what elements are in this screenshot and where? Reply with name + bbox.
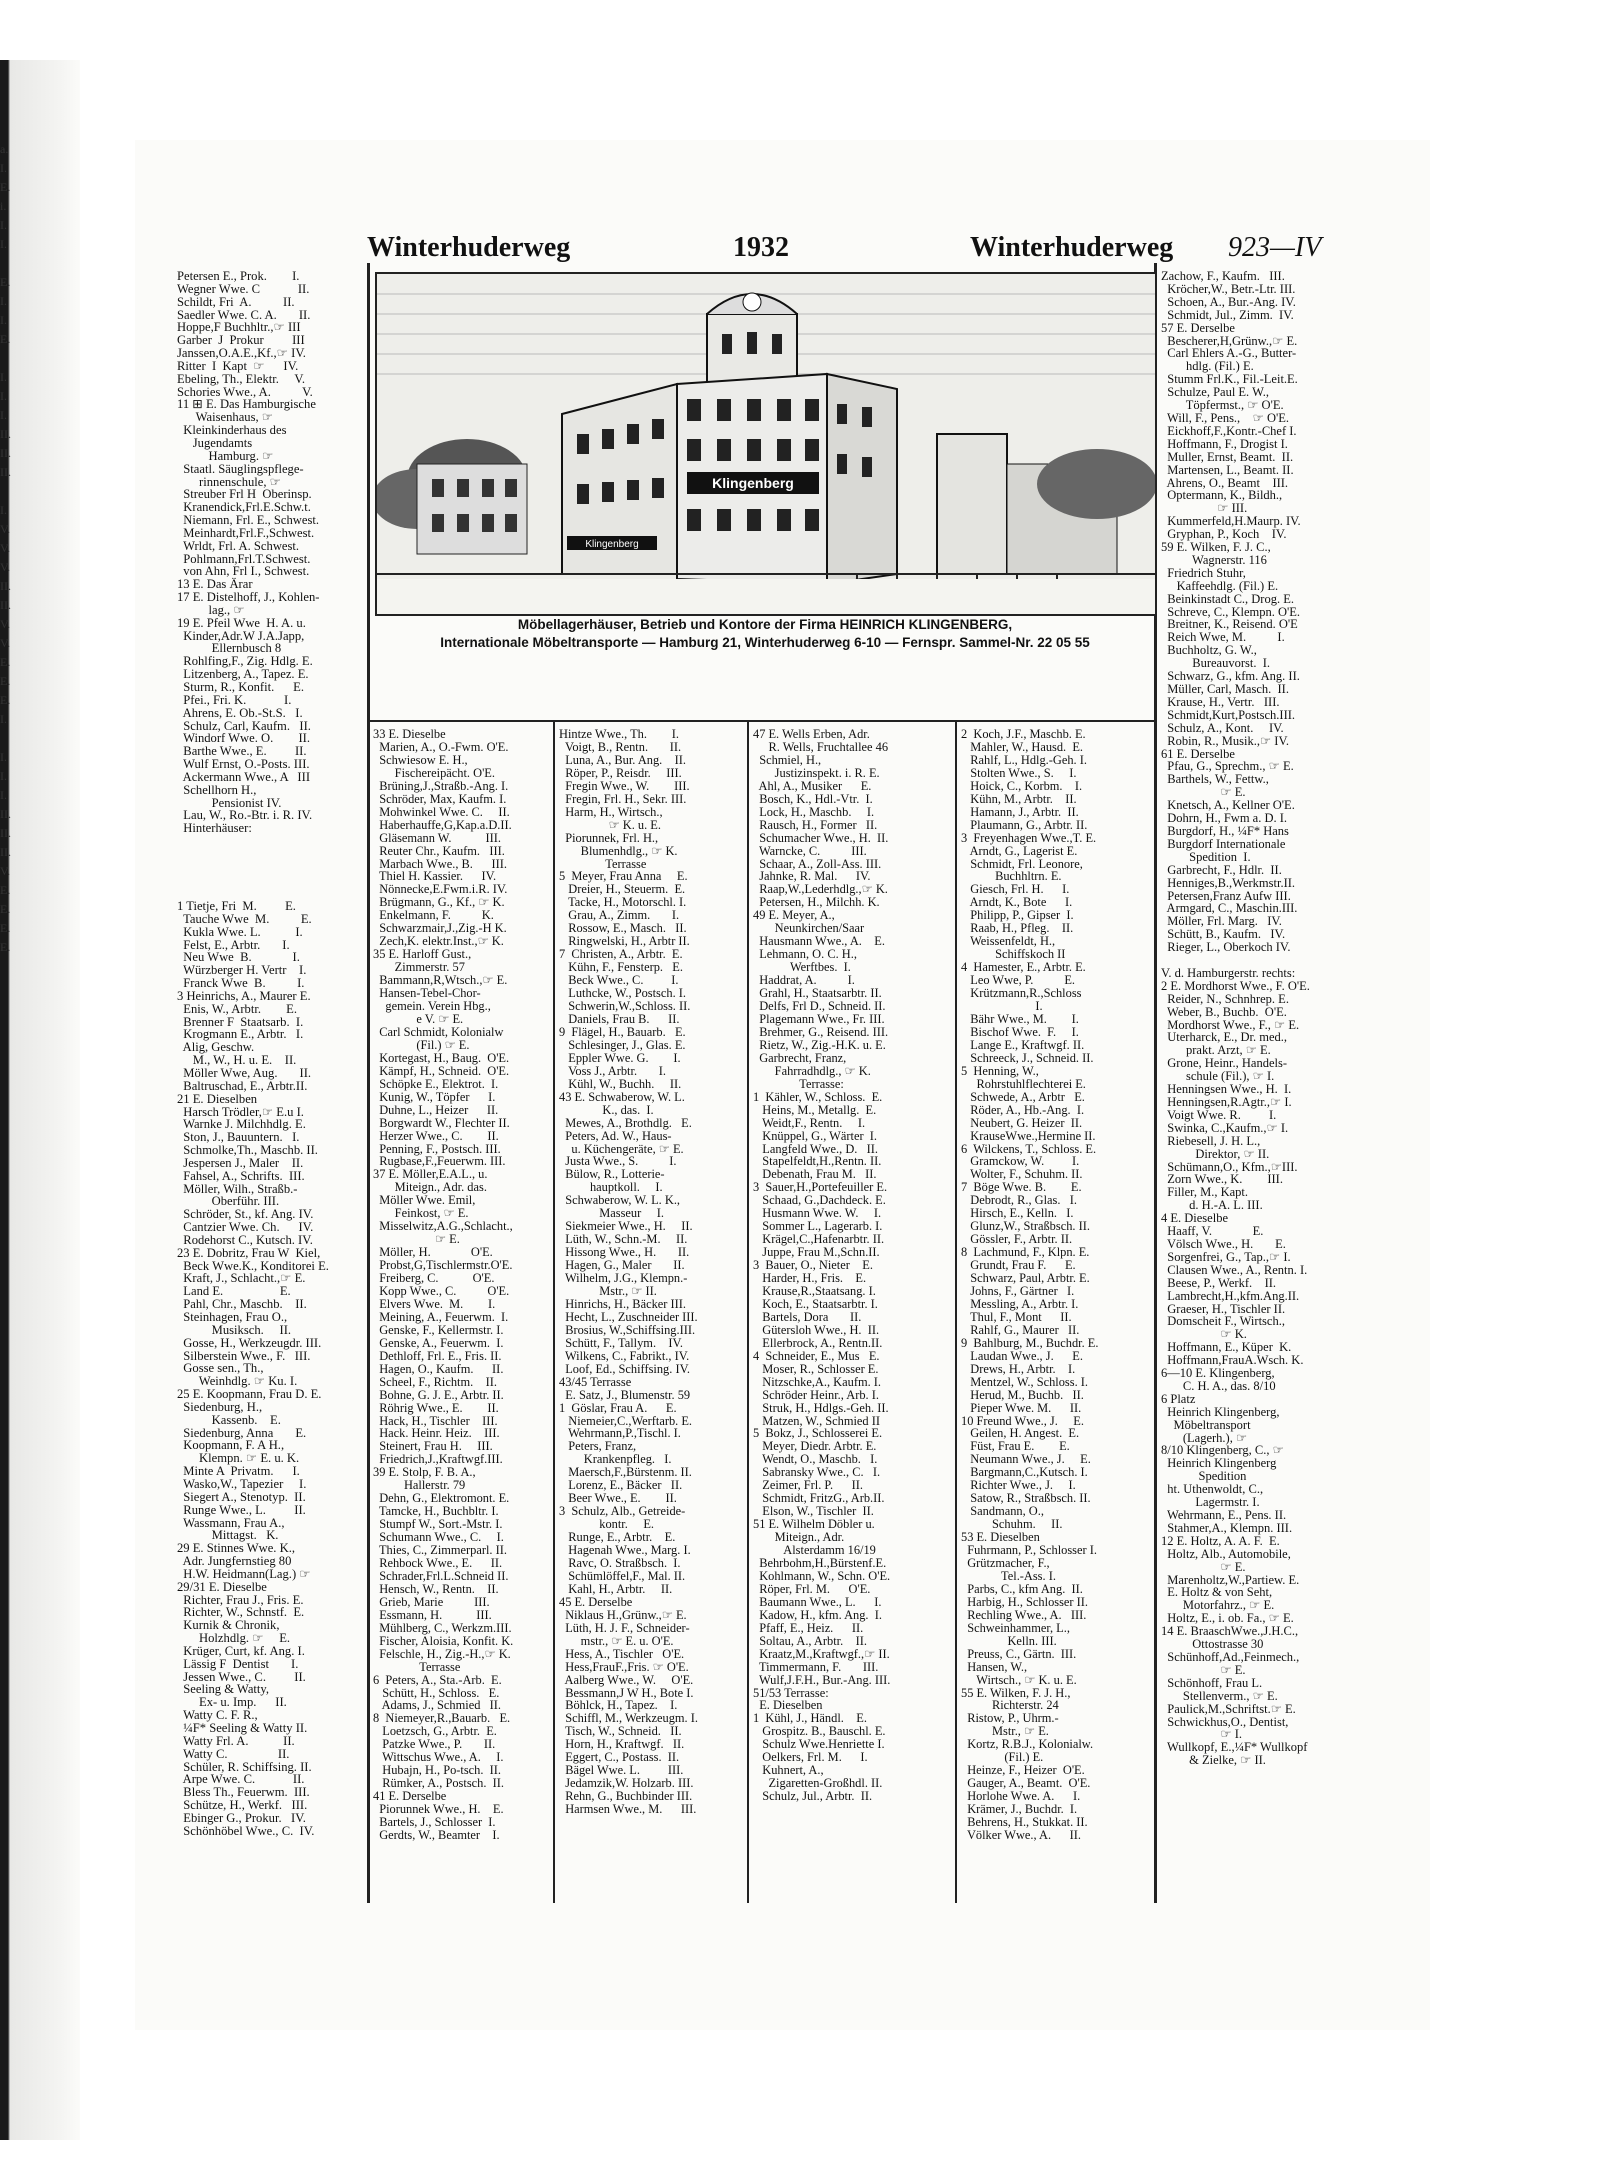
year-label: 1932 [733,232,789,263]
listing-column-3: Hintze Wwe., Th. I. Voigt, B., Rentn. II. Luna, A., Bur. Ang. II. Röper, P., Reisdr. III. Fregin Wwe., W. III. Fregin, Frl. H., Sekr. III. Harm, H., Wirtsch., ☞ K. u. E. Piorunnek, Frl. H., Blumenhdlg., ☞ K. Terrasse 5 Meyer, Frau Anna E. Dreier, H., Steuerm. E. Tacke, H., Motorschl. I. Grau, A., Zimm. I. Rossow, E., Masch. II. Ringwelski, H., Arbtr II. 7 Christen, A., Arbtr. E. Kühn, F., Fensterp. E. Beck Wwe., C. I. Luthcke, W., Postsch. I. Schwerin,W.,Schloss. II. Daniels, Frau B. II. 9 Flägel, H., Bauarb. E. Schlesinger, J., Glas. E. Eppler Wwe. G. I. Voss J., Arbtr. I. Kühl, W., Buchh. II. 43 E. Schwaberow, W. L. K., das. I. Mewes, A., Brothdlg. E. Peters, Ad. W., Haus- u. Küchengeräte, ☞ E. Justa Wwe., S. I. Bülow, R., Lotterie- hauptkoll. I. Schwaberow, W. L. K., Masseur I. Siekmeier Wwe., H. II. Lüth, W., Schn.-M. II. Hissong Wwe., H. II. Hagen, G., Maler II. Wilhelm, J.G., Klempn.- Mstr., ☞ II. Hinrichs, H., Bäcker III. Hecht, L., Zuschneider III. Brosius, W.,Schiffsing.III. Schütt, F., Tallym. IV. Wilkens, C., Fabrikt., IV. Loof, Ed., Schiffsing. IV. 43/45 Terrasse E. Satz, J., Blumenstr. 59 1 Göslar, Frau A. E. Niemeier,C.,Werftarb. E. Wehrmann,P.,Tischl. I. Peters, Franz, Krankenpfleg. I. Maersch,F.,Bürstenm. II. Lorenz, E., Bäcker II. Beer Wwe., E. II. 3 Schulz, Alb., Getreide- kontr. E. Runge, E., Arbtr. E. Hagenah Wwe., Marg. I. Ravc, O. Straßbsch. I. Schümlöffel,F., Mal. II. Kahl, H., Arbtr. II. 45 E. Derselbe Niklaus H.,Grünw.,☞ E. Lüth, H. J. F., Schneider- mstr., ☞ E. u. O'E. Hess, A., Tischler O'E. Hess,FrauF.,Fris. ☞ O'E. Aalberg Wwe., W. O'E. Bessmann,J W H., Bote I. Böhlck, H., Tapez. I. Schiffl, M., Werkzeugm. I. Tisch, W., Schneid. II. Horn, H., Kraftwgf. II. Eggert, C., Postass. II. Bägel Wwe. L. III. Jedamzik,W. Holzarb. III. Rehn, G., Buchbinder III. Harmsen Wwe., M. III. [559,728,698,1817]
row-rule [370,720,1154,722]
column-rule [553,722,555,1903]
column-rule [747,722,749,1903]
listing-column-2: 33 E. Dieselbe Marien, A., O.-Fwm. O'E. Schwiesow E. H., Fischereipächt. O'E. Brüning,J.,Straßb.-Ang. I. Schröder, Max, Kaufm. I. Mohwinkel Wwe. C. II. Haberhauffe,G,Kap.a.D.II. Gläsemann W. III. Reuter Chr., Kaufm. III. Marbach Wwe., B. III. Thiel H. Kassier. IV. Nönnecke,E.Fwm.i.R. IV. Brügmann, G., Kf., ☞ K. Enkelmann, F. K. Schwarzmair,J.,Zig.-H K. Zech,K. elektr.Inst.,☞ K. 35 E. Harloff Gust., Zimmerstr. 57 Bammann,R,Wtsch.,☞ E. Hansen-Tebel-Chor- gemein. Verein Hbg., e V. ☞ E. Carl Schmidt, Kolonialw (Fil.) ☞ E. Kortegast, H., Baug. O'E. Kämpf, H., Schneid. O'E. Schöpke E., Elektrot. I. Kunig, W., Töpfer I. Duhne, L., Heizer II. Borgwardt W., Flechter II. Herzer Wwe., C. II. Penning, F., Postsch. III. Rugbase,F.,Feuerwm. III. 37 E. Möller,E.A.L., u. Miteign., Adr. das. Möller Wwe. Emil, Feinkost, ☞ E. Misselwitz,A.G.,Schlacht., ☞ E. Möller, H. O'E. Probst,G,Tischlermstr.O'E. Freiberg, C. O'E. Kopp Wwe., C. O'E. Elvers Wwe. M. I. Meining, A., Feuerwm. I. Genske, F., Kellermstr. I. Genske, A., Feuerwm. I. Dethloff, Frl. E., Fris. II. Hagen, O., Kaufm. II. Scheel, F., Richtm. II. Bohne, G. J. E., Arbtr. II. Röhrig Wwe., E. II. Hack, H., Tischler III. Hack. Heinr. Heiz. III. Steinert, Frau H. III. Friedrich,J.,Kraftwgf.III. 39 E. Stolp, F. B. A., Hallerstr. 79 Dehn, G., Elektromont. E. Tamcke, H., Buchbltr. I. Stumpf W., Sort.-Mstr. I. Schumann Wwe., C. I. Thies, C., Zimmerparl. II. Rehbock Wwe., E. II. Schrader,Frl.L.Schneid II. Hensch, W., Rentn. II. Grieb, Marie III. Essmann, H. III. Mühlberg, C., Werkzm.III. Fischer, Aloisia, Konfit. K. Felschle, H., Zig.-H.,☞ K. Terrasse 6 Peters, A., Sta.-Arb. E. Schütt, H., Schloss. E. Adams, J., Schmied II. 8 Niemeyer,R.,Bauarb. E. Loetzsch, G., Arbtr. E. Patzke Wwe., P. II. Wittschus Wwe., A. I. Hubajn, H., Po-tsch. II. Rümker, A., Postsch. II. 41 E. Derselbe Piorunnek Wwe., H. E. Bartels, J., Schlosser I. Gerdts, W., Beamter I. [373,728,514,1843]
caption-line-2: Internationale Möbeltransporte — Hamburg 21, Winterhuderweg 6-10 — Fernspr. Sammel-Nr. 22 05 55 [440,635,1090,650]
building-side-sign: Klingenberg [585,539,639,550]
listing-column-4: 47 E. Wells Erben, Adr. R. Wells, Fruchtallee 46 Schmiel, H., Justizinspekt. i. R. E. Ahl, A., Musiker E. Bosch, K., Hdl.-Vtr. I. Lock, H., Maschb. I. Rausch, H., Former II. Schumacher Wwe., H. II. Warncke, C. III. Schaar, A., Zoll-Ass. III. Jahnke, R. Mal. IV. Raap,W.,Lederhdlg.,☞ K. Petersen, H., Milchh. K. 49 E. Meyer, A., Neunkirchen/Saar Hausmann Wwe., A. E. Lehmann, O. C. H., Werftbes. I. Haddrat, A. I. Grahl, H., Staatsarbtr. II. Delfs, Frl D., Schneid. II. Plagemann Wwe., Fr. III. Brehmer, G., Reisend. III. Rietz, W., Zig.-H.K. u. E. Garbrecht, Franz, Fahrradhdlg., ☞ K. Terrasse: 1 Kähler, W., Schloss. E. Heins, M., Metallg. E. Weidt,F., Rentn. I. Knüppel, G., Wärter I. Langfeld Wwe., D. II. Stapelfeldt,H.,Rentn. II. Debenath, Frau M. II. 3 Sauer,H.,Portefeuiller E. Schaad, G.,Dachdeck. E. Husmann Wwe. W. I. Sommer L., Lagerarb. I. Krägel,C.,Hafenarbtr. II. Juppe, Frau M.,Schn.II. 3 Bauer, O., Nieter E. Harder, H., Fris. E. Krause,R.,Staatsang. I. Koch, E., Staatsarbtr. I. Bartels, Dora II. Gütersloh Wwe., H. II. Ellerbrock, A., Rentn.II. 4 Schneider, E., Mus E. Moser, R., Schlosser E. Nitzschke,A., Kaufm. I. Schröder Heinr., Arb. I. Struk, H., Hdlgs.-Geh. II. Matzen, W., Schmied II 5 Bokz, J., Schlosserei E. Meyer, Diedr. Arbtr. E. Wendt, O., Maschb. I. Sabransky Wwe., C. I. Zeimer, Frl. P. II. Schmidt, FritzG., Arb.II. Elson, W., Tischler II. 51 E. Wilhelm Döbler u. Miteign., Adr. Alsterdamm 16/19 Behrbohm,H.,Bürstenf.E. Kohlmann, W., Schn. O'E. Röper, Frl. M. O'E. Baumann Wwe., L. I. Kadow, H., kfm. Ang. I. Pfaff, E., Heiz. II. Soltau, A., Arbtr. II. Kraatz,M.,Kraftwgf.,☞ II. Timmermann, F. III. Wulf,J.F.H., Bur.-Ang. III. 51/53 Terrasse: E. Dieselben 1 Kühl, J., Händl. E. Grospitz. B., Bauschl. E. Schulz Wwe.Henriette I. Oelkers, Frl. M. I. Kuhnert, A., Zigaretten-Großhdl. II. Schulz, Jul., Arbtr. II. [753,728,891,1804]
klingenberg-building-illustration [375,272,1157,616]
illustration-caption [375,616,1155,652]
listing-column-6: Zachow, F., Kaufm. III. Kröcher,W., Betr.-Ltr. III. Schoen, A., Bur.-Ang. IV. Schmidt, Jul., Zimm. IV. 57 E. Derselbe Bescherer,H,Grünw.,☞ E. Carl Ehlers A.-G., Butter- hdlg. (Fil.) E. Stumm Frl.K., Fil.-Leit.E. Schulze, Paul E. W., Töpfermst., ☞ O'E. Will, F., Pens., ☞ O'E. Eickhoff,F.,Kontr.-Chef I. Hoffmann, F., Drogist I. Muller, Ernst, Beamt. II. Martensen, L., Beamt. II. Ahrens, O., Beamt III. Optermann, K., Bildh., ☞ III. Kummerfeld,H.Maurp. IV. Gryphan, P., Koch IV. 59 E. Wilken, F. J. C., Wagnerstr. 116 Friedrich Stuhr, Kaffeehdlg. (Fil.) E. Beinkinstadt C., Drog. E. Schreve, C., Klempn. O'E. Breitner, K., Reisend. O'E Reich Wwe, M. I. Buchholtz, G. W., Bureauvorst. I. Schwarz, G., kfm. Ang. II. Müller, Carl, Masch. II. Krause, H., Vertr. III. Schmidt,Kurt,Postsch.III. Schulz, A., Kont. IV. Robin, R., Musik.,☞ IV. 61 E. Derselbe Pfau, G., Sprechm., ☞ E. Barthels, W., Fettw., ☞ E. Knetsch, A., Kellner O'E. Dohrn, H., Fwm a. D. I. Burgdorf, H., ¼F* Hans Burgdorf Internationale Spedition I. Garbrecht, F., Hdlr. II. Henniges,B.,Werkmstr.II. Petersen,Franz Aufw III. Armgard, C., Maschin.III. Möller, Frl. Marg. IV. Schütt, B., Kaufm. IV. Rieger, L., Oberkoch IV. V. d. Hamburgerstr. rechts: 2 E. Mordhorst Wwe., F. O'E. Reider, N., Schnhrep. E. Weber, B., Buchb. O'E. Mordhorst Wwe., F., ☞ E. Uterharck, E., Dr. med., prakt. Arzt, ☞ E. Grone, Heinr., Handels- schule (Fil.), ☞ I. Henningsen Wwe., H. I. Henningsen,R.Agtr.,☞ I. Voigt Wwe. R. I. Swinka, C.,Kaufm.,☞ I. Riebesell, J. H. L., Direktor, ☞ II. Schümann,O., Kfm.,☞III. Zorn Wwe., K. III. Filler, M., Kapt. d. H.-A. L. III. 4 E. Dieselbe Haaff, V. E. Völsch Wwe., H. E. Sorgenfrei, G., Tap.,☞ I. Clausen Wwe., A., Rentn. I. Beese, P., Werkf. II. Lambrecht,H.,kfm.Ang.II. Graeser, H., Tischler II. Domscheit F., Wirtsch., ☞ K. Hoffmann, E., Küper K. Hoffmann,FrauA.Wsch. K. 6—10 E. Klingenberg, C. H. A., das. 8/10 6 Platz Heinrich Klingenberg, Möbeltransport (Lagerh.), ☞ 8/10 Klingenberg, C., ☞ Heinrich Klingenberg Spedition ht. Uthenwoldt, C., Lagermstr. I. Wehrmann, E., Pens. II. Stahmer,A., Klempn. III. 12 E. Holtz, A. A. F. E. Holtz, Alb., Automobile, ☞ E. Marenholtz,W.,Partiew. E. E. Holtz & von Seht, Motorfahrz., ☞ E. Holtz, E., i. ob. Fa., ☞ E. 14 E. BraaschWwe.,J.H.C., Ottostrasse 30 Schünhoff,Ad.,Feinmech., ☞ E. Schönhoff, Frau L. Stellenverm., ☞ E. Paulick,M.,Schriftst.☞ E. Schwickhus,O., Dentist, ☞ I. Wullkopf, E.,¼F* Wullkopf & Zielke, ☞ II. [1161,270,1310,1768]
column-rule [955,722,957,1903]
page-number: 923—IV [1228,232,1322,263]
building-drawing [377,274,1155,614]
column-rule [367,263,370,1903]
page-header [135,232,1430,268]
listing-column-1-top: Petersen E., Prok. I. Wegner Wwe. C II. Schildt, Fri A. II. Saedler Wwe. C. A. II. Hoppe,F Buchhltr.,☞ III Garber J Prokur III Janssen,O.A.E.,Kf.,☞ IV. Ritter I Kapt ☞ IV. Ebeling, Th., Elektr. V. Schories Wwe., A. V. 11 ⊞ E. Das Hamburgische Waisenhaus, ☞ Kleinkinderhaus des Jugendamts Hamburg. ☞ Staatl. Säuglingspflege- rinnenschule, ☞ Streuber Frl H Oberinsp. Kranendick,Frl.E.Schw.t. Niemann, Frl. E., Schwest. Meinhardt,Frl.F.,Schwest. Wrldt, Frl. A. Schwest. Pohlmann,Frl.T.Schwest. von Ahn, Frl I., Schwest. 13 E. Das Ärar 17 E. Distelhoff, J., Kohlen- lag., ☞ 19 E. Pfeil Wwe H. A. u. Kinder,Adr.W J.A.Japp, Ellernbusch 8 Rohlfing,F., Zig. Hdlg. E. Litzenberg, A., Tapez. E. Sturm, R., Konfit. E. Pfei., Fri. K. I. Ahrens, E. Ob.-St.S. I. Schulz, Carl, Kaufm. II. Windorf Wwe. O. II. Barthe Wwe., E. II. Wulf Ernst, O.-Posts. III. Ackermann Wwe., A III Schellhorn H., Pensionist IV. Lau, W., Ro.-Btr. i. R. IV. Hinterhäuser: [177,270,320,836]
listing-column-5: 2 Koch, J.F., Maschb. E. Mahler, W., Hausd. E. Rahlf, L., Hdlg.-Geh. I. Stolten Wwe., S. I. Hoick, C., Korbm. I. Kühn, M., Arbtr. II. Hamann, J., Arbtr. II. Plaumann, G., Arbtr. II. 3 Freyenhagen Wwe.,T. E. Arndt, G., Lagerist E. Schmidt, Frl. Leonore, Buchhltrn. E. Giesch, Frl. H. I. Arndt, K., Bote I. Philipp, P., Gipser I. Raab, H., Pfleg. II. Weissenfeldt, H., Schiffskoch II 4 Hamester, E., Arbtr. E. Leo Wwe, P. E. Krützmann,R.,Schloss I. Bähr Wwe., M. I. Bischof Wwe. F. I. Lange E., Kraftwgf. II. Schreeck, J., Schneid. II. 5 Henning, W., Rohrstuhlflechterei E. Schwede, A., Arbtr E. Röder, A., Hb.-Ang. I. Neubert, G. Heizer II. KrauseWwe.,Hermine II. 6 Wilckens, T., Schloss. E. Gramckow, W. I. Wolter, F., Schuhm. II. 7 Böge Wwe. B. E. Debrodt, R., Glas. I. Hirsch, E., Kelln. I. Glunz,W., Straßbsch. II. Gössler, F., Arbtr. II. 8 Lachmund, F., Klpn. E. Grundt, Frau F. E. Schwarz, Paul, Arbtr. E. Johns, F., Gärtner I. Messling, A., Arbtr. I. Thul, F., Mont II. Rahlf, G., Maurer II. 9 Bahlburg, M., Buchdr. E. Laudan Wwe., J. E. Drews, H., Arbtr. I. Mentzel, W., Schloss. I. Herud, M., Buchb. II. Pieper Wwe. M. II. 10 Freund Wwe., J. E. Geilen, H. Angest. E. Füst, Frau E. E. Neumann Wwe., J. E. Bargmann,C.,Kutsch. I. Richter Wwe., J. I. Satow, R., Straßbsch. II. Sandmann, O., Schuhm. II. 53 E. Dieselben Fuhrmann, P., Schlosser I. Grützmacher, F., Tel.-Ass. I. Parbs, C., kfm Ang. II. Harbig, H., Schlosser II. Rechling Wwe., A. III. Schweinhammer, L., Kelln. III. Preuss, C., Gärtn. III. Hansen, W., Wirtsch., ☞ K. u. E. 55 E. Wilken, F. J. H., Richterstr. 24 Ristow, P., Uhrm.- Mstr., ☞ E. Kortz, R.B.J., Kolonialw. (Fil.) E. Heinze, F., Heizer O'E. Gauger, A., Beamt. O'E. Horlohe Wwe. A. I. Krämer, J., Buchdr. I. Behrens, H., Stukkat. II. Völker Wwe., A. II. [961,728,1099,1843]
building-sign: Klingenberg [712,475,794,491]
listing-column-1-bottom: 1 Tietje, Fri M. E. Tauche Wwe M. E. Kukla Wwe. L. I. Felst, E., Arbtr. I. Neu Wwe B. I. Würzberger H. Vertr I. Franck Wwe B. I. 3 Heinrichs, A., Maurer E. Enis, W., Arbtr. E. Brenner F Staatsarb. I. Krogmann E., Arbtr. I. Alig, Geschw. M., W., H. u. E. II. Möller Wwe, Aug. II. Baltruschad, E., Arbtr.II. 21 E. Dieselben Harsch Trödler,☞ E.u I. Warnke J. Milchhdlg. E. Ston, J., Bauuntern. I. Schmolke,Th., Maschb. II. Jespersen J., Maler II. Fahsel, A., Schrifts. III. Möller, Wilh., Straßb.- Oberführ. III. Schröder, St., kf. Ang. IV. Cantzier Wwe. Ch. IV. Rodehorst C., Kutsch. IV. 23 E. Dobritz, Frau W Kiel, Beck Wwe.K., Konditorei E. Kraft, J., Schlacht.,☞ E. Land E. E. Pahl, Chr., Maschb. II. Steinhagen, Frau O., Musiksch. II. Gosse, H., Werkzeugdr. III. Silberstein Wwe., F. III. Gosse sen., Th., Weinhdlg. ☞ Ku. I. 25 E. Koopmann, Frau D. E. Siedenburg, H., Kassenb. E. Siedenburg, Anna E. Koopmann, F. A H., Klempn. ☞ E. u. K. Minte A Privatm. I. Wasko,W., Tapezier I. Siegert A., Stenotyp. II. Runge Wwe., L. II. Wassmann, Frau A., Mittagst. K. 29 E. Stinnes Wwe. K., Adr. Jungfernstieg 80 H.W. Heidmann(Lag.) ☞ 29/31 E. Dieselbe Richter, Frau J., Fris. E. Richter, W., Schnstf. E. Kurnik & Chronik, Holzhdlg. ☞ E. Krüger, Curt, kf. Ang. I. Lässig F Dentist I. Jessen Wwe., C. II. Seeling & Watty, Ex- u. Imp. II. Watty C. F. R., ¼F* Seeling & Watty II. Watty Frl. A. II. Watty C. II. Schüler, R. Schiffsing. II. Arpe Wwe. C. II. Bless Th., Feuerwm. III. Schütze, H., Werkf. III. Ebinger G., Prokur. IV. Schönhöbel Wwe., C. IV. [177,900,329,1838]
directory-page [135,140,1430,2030]
street-name-right: Winterhuderweg [970,232,1174,263]
caption-line-1: Möbellagerhäuser, Betrieb und Kontore der Firma HEINRICH KLINGENBERG, [517,617,1013,632]
previous-page-fragments: a. I. E. i. I. I. E. I. I. E. I. I. I. II. II. II. I. V. V. V. II. II. V. V. E. E. E. I. I. I. I. II. II. II. V. E. E. E. E. [0,142,11,954]
street-name-left: Winterhuderweg [367,232,571,263]
